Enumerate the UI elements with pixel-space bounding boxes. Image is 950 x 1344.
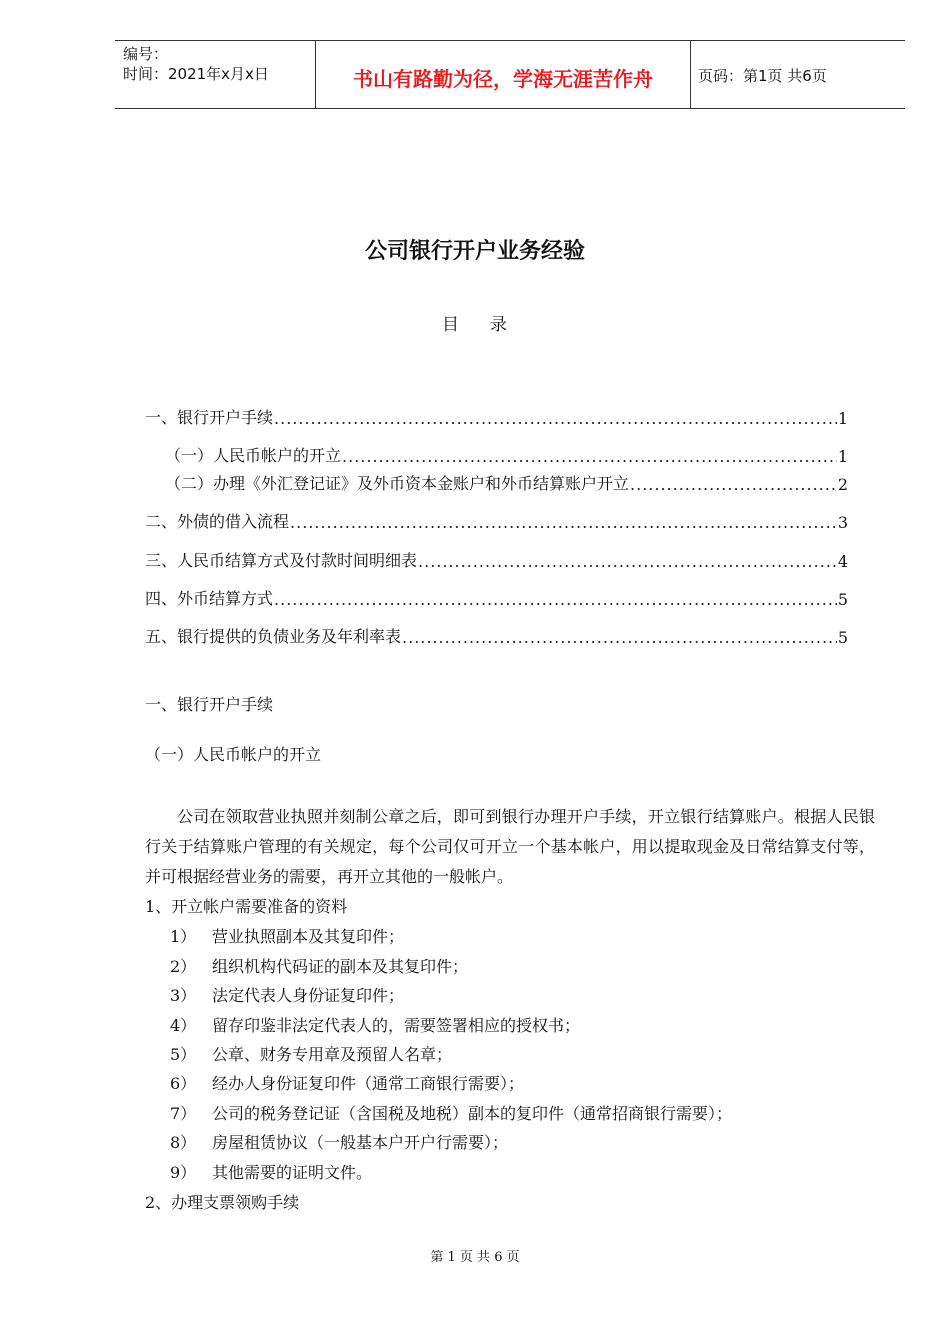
- subsection-heading: （一）人民币帐户的开立: [145, 745, 322, 764]
- toc-entry-page: 4: [837, 552, 848, 571]
- list-item-number: 6）: [170, 1074, 197, 1093]
- toc-entry[interactable]: [165, 470, 848, 494]
- toc-heading-char-1: 目: [442, 315, 460, 335]
- list-item: [170, 1101, 732, 1124]
- toc-entry-label: （一）人民币帐户的开立: [165, 446, 342, 465]
- list-item-number: 5）: [170, 1045, 197, 1064]
- list-item-number: 1）: [170, 927, 197, 946]
- toc-heading: [0, 310, 950, 335]
- list-item: [170, 1160, 372, 1183]
- toc-leader-dots: [630, 475, 837, 494]
- list-item-number: 9）: [170, 1163, 197, 1182]
- toc-entry[interactable]: [145, 585, 848, 609]
- list-item: [170, 1130, 508, 1153]
- list-item-number: 8）: [170, 1133, 197, 1152]
- document-date: 时间：2021年x月x日: [123, 65, 269, 83]
- page-header: [115, 40, 905, 109]
- toc-leader-dots: [274, 409, 837, 428]
- toc-entry[interactable]: [165, 442, 848, 466]
- toc-leader-dots: [290, 513, 837, 532]
- toc-entry[interactable]: [145, 508, 848, 532]
- toc-entry-page: 3: [837, 513, 848, 532]
- header-motto-cell: [315, 41, 691, 108]
- list-item-text: 公司的税务登记证（含国税及地税）副本的复印件（通常招商银行需要）；: [212, 1104, 733, 1123]
- toc-entry-label: 二、外债的借入流程: [145, 512, 290, 531]
- toc-leader-dots: [274, 590, 837, 609]
- list-item-text: 公章、财务专用章及预留人名章；: [212, 1045, 453, 1064]
- document-number-label: 编号：: [123, 45, 169, 63]
- toc-entry-page: 1: [837, 409, 848, 428]
- toc-entry-label: 一、银行开户手续: [145, 408, 274, 427]
- list-item-text: 留存印鉴非法定代表人的，需要签署相应的授权书；: [212, 1016, 581, 1035]
- list-item-text: 组织机构代码证的副本及其复印件；: [212, 957, 469, 976]
- list-item: [170, 954, 468, 977]
- toc-entry[interactable]: [145, 547, 848, 571]
- list-item-number: 3）: [170, 986, 197, 1005]
- toc-leader-dots: [402, 628, 837, 647]
- toc-leader-dots: [418, 552, 837, 571]
- list-item-number: 7）: [170, 1104, 197, 1123]
- body-paragraph: 公司在领取营业执照并刻制公章之后，即可到银行办理开户手续，开立银行结算账户。根据人民银行关于结算账户管理的有关规定，每个公司仅可开立一个基本帐户，用以提取现金及日常结算支付等，并可根据经营业务的需要，再开立其他的一般帐户。: [145, 807, 875, 886]
- header-page-info: 页码：第1页 共6页: [698, 67, 827, 85]
- list-item: [170, 1042, 452, 1065]
- toc-entry[interactable]: [145, 404, 848, 428]
- toc-leader-dots: [342, 447, 837, 466]
- toc-entry-label: 四、外币结算方式: [145, 589, 274, 608]
- toc-entry-label: （二）办理《外汇登记证》及外币资本金账户和外币结算账户开立: [165, 474, 630, 493]
- toc-heading-char-2: 录: [490, 315, 508, 335]
- list-item: [170, 983, 404, 1006]
- list-heading: 2、办理支票领购手续: [145, 1193, 300, 1212]
- list-item-text: 房屋租赁协议（一般基本户开户行需要）；: [212, 1133, 509, 1152]
- list-item-number: 4）: [170, 1016, 197, 1035]
- header-motto: 书山有路勤为径，学海无涯苦作舟: [353, 67, 653, 91]
- header-page-cell: [690, 41, 905, 108]
- toc-entry[interactable]: [145, 623, 848, 647]
- toc-entry-page: 5: [837, 628, 848, 647]
- toc-entry-label: 五、银行提供的负债业务及年利率表: [145, 627, 402, 646]
- list-item-text: 法定代表人身份证复印件；: [212, 986, 405, 1005]
- list-item: [170, 1071, 524, 1094]
- page-footer: 第 1 页 共 6 页: [430, 1250, 520, 1265]
- header-meta-cell: [115, 41, 315, 108]
- section-heading: 一、银行开户手续: [145, 695, 274, 714]
- list-item-number: 2）: [170, 957, 197, 976]
- toc-entry-page: 2: [837, 475, 848, 494]
- toc-entry-page: 1: [837, 447, 848, 466]
- list-item-text: 营业执照副本及其复印件；: [212, 927, 405, 946]
- list-heading: 1、开立帐户需要准备的资料: [145, 897, 348, 916]
- document-title: 公司银行开户业务经验: [364, 239, 585, 264]
- list-item-text: 其他需要的证明文件。: [212, 1163, 373, 1182]
- toc-entry-label: 三、人民币结算方式及付款时间明细表: [145, 551, 418, 570]
- toc-entry-page: 5: [837, 590, 848, 609]
- list-item: [170, 924, 404, 947]
- list-item: [170, 1013, 580, 1036]
- list-item-text: 经办人身份证复印件（通常工商银行需要）；: [212, 1074, 525, 1093]
